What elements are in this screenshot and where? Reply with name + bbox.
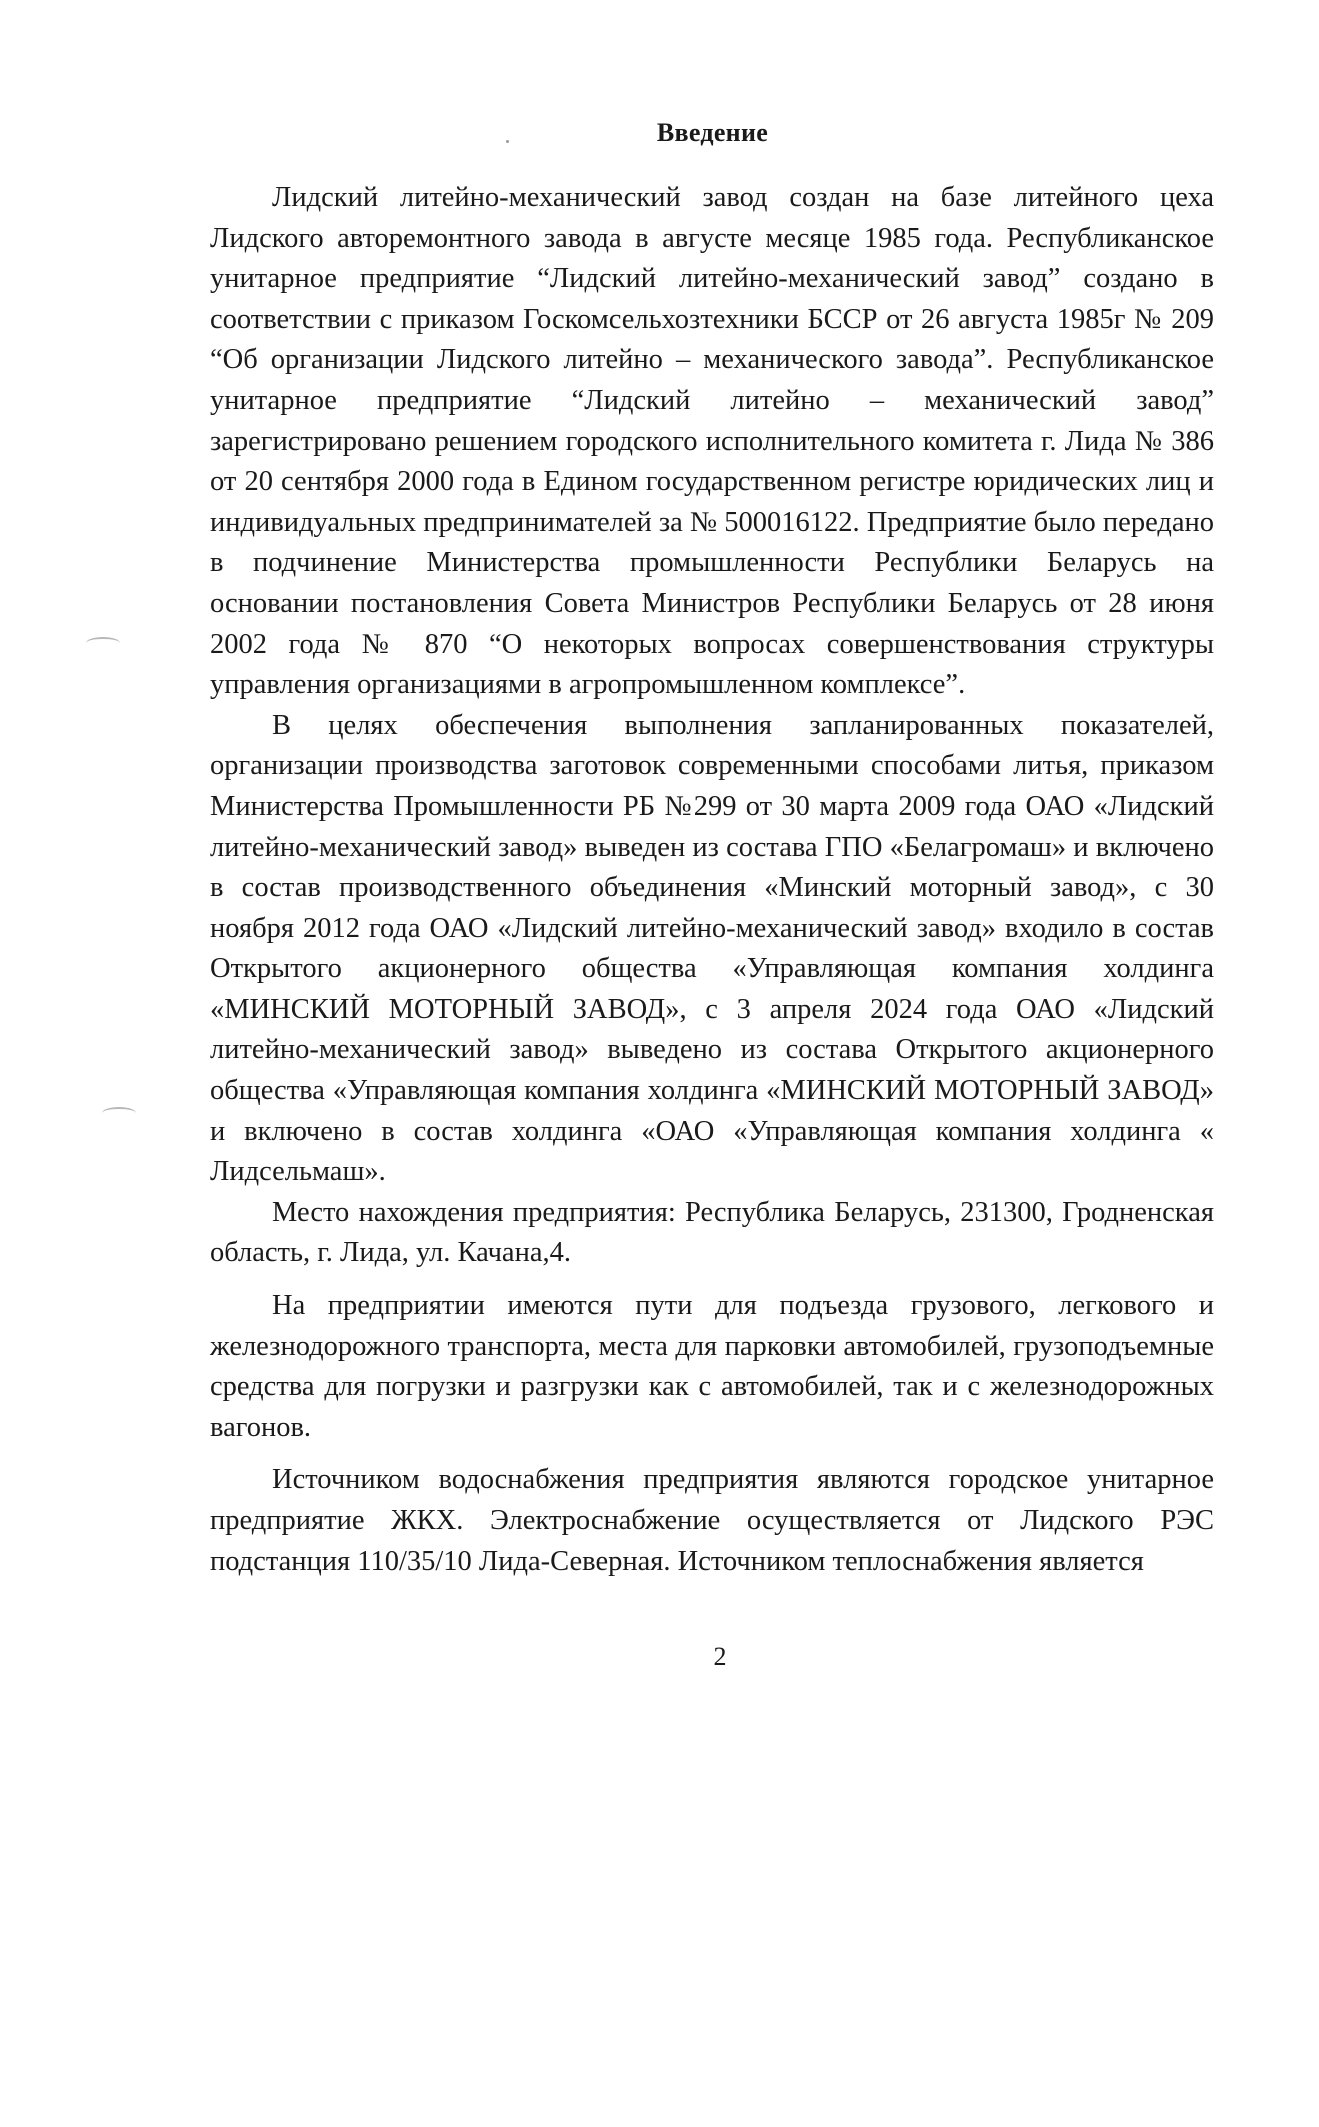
scan-mark: [86, 637, 120, 649]
paragraph-history: Лидский литейно-механический завод создан на базе литейного цеха Лидского авторемонтного завода в августе месяце 1985 года. Республиканское унитарное предприятие “Лидский литейно-механический завод” создано в соответствии с приказом Госкомсельхозтехники БССР от 26 августа 1985г № 209 “Об организации Лидского литейно – механического завода”. Республиканское унитарное предприятие “Лидский литейно – механический завод” зарегистрировано решением городского исполнительного комитета г. Лида № 386 от 20 сентября 2000 года в Едином государственном регистре юридических лиц и индивидуальных предпринимателей за № 500016122. Предприятие было передано в подчинение Министерства промышленности Республики Беларусь на основании постановления Совета Министров Республики Беларусь от 28 июня 2002 года № 870 “О некоторых вопросах совершенствования структуры управления организациями в агропромышленном комплексе”.: [210, 182, 1214, 701]
paragraph-location: Место нахождения предприятия: Республика Беларусь, 231300, Гродненская область, г. Лида, ул. Качана,4.: [210, 1196, 1214, 1269]
scan-mark: [102, 1107, 136, 1119]
paragraph-holding-membership: В целях обеспечения выполнения запланированных показателей, организации производства заготовок современными способами литья, приказом Министерства Промышленности РБ №299 от 30 марта 2009 года ОАО «Лидский литейно-механический завод» выведен из состава ГПО «Белагромаш» и включено в состав производственного объединения «Минский моторный завод», с 30 ноября 2012 года ОАО «Лидский литейно-механический завод» входило в состав Открытого акционерного общества «Управляющая компания холдинга «МИНСКИЙ МОТОРНЫЙ ЗАВОД», с 3 апреля 2024 года ОАО «Лидский литейно-механический завод» выведено из состава Открытого акционерного общества «Управляющая компания холдинга «МИНСКИЙ МОТОРНЫЙ ЗАВОД» и включено в состав холдинга «ОАО «Управляющая компания холдинга « Лидсельмаш».: [210, 709, 1214, 1188]
document-body: [210, 178, 1214, 1582]
paragraph-transport-access: На предприятии имеются пути для подъезда грузового, легкового и железнодорожного транспорта, места для парковки автомобилей, грузоподъемные средства для погрузки и разгрузки как с автомобилей, так и с железнодорожных вагонов.: [210, 1290, 1214, 1443]
page-number: 2: [713, 1642, 727, 1671]
paragraph-utilities: Источником водоснабжения предприятия являются городское унитарное предприятие ЖКХ. Электроснабжение осуществляется от Лидского РЭС подстанция 110/35/10 Лида-Северная. Источником теплоснабжения является: [210, 1464, 1214, 1577]
page-title: Введение: [656, 118, 769, 147]
